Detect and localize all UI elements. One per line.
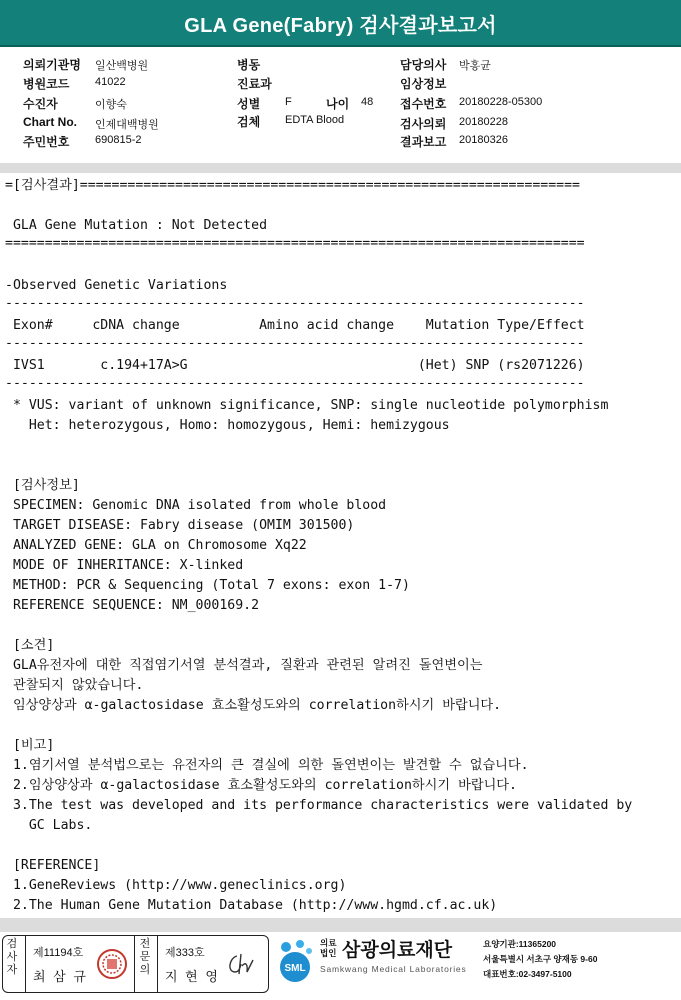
org-name: 삼광의료재단	[342, 940, 453, 961]
report-line: ANALYZED GENE: GLA on Chromosome Xq22	[5, 538, 307, 553]
report-line: * VUS: variant of unknown significance, SNP: single nucleotide polymorphism	[5, 398, 609, 413]
id-number-value: 690815-2	[95, 134, 142, 146]
report-line: =[검사결과]===============================================================	[5, 178, 580, 193]
report-line: [REFERENCE]	[5, 858, 101, 873]
signature-box	[2, 935, 269, 993]
separator-band-bottom	[0, 918, 681, 932]
report-line: 임상양상과 α-galactosidase 효소활성도와의 correlation하시기 바랍니다.	[5, 698, 502, 713]
receipt-no-value: 20180228-05300	[459, 96, 543, 108]
report-line: 2.임상양상과 α-galactosidase 효소활성도와의 correlation하시기 바랍니다.	[5, 778, 517, 793]
request-date-value: 20180228	[459, 116, 508, 128]
specimen-label: 검체	[237, 115, 261, 129]
examiner-license: 제11194호	[33, 947, 84, 959]
title-bar	[0, 0, 681, 47]
report-date-value: 20180326	[459, 134, 508, 146]
divider	[25, 936, 26, 992]
chart-no-value: 인제대백병원	[95, 119, 159, 131]
receipt-no-label: 접수번호	[400, 97, 447, 111]
report-line: GLA유전자에 대한 직접염기서열 분석결과, 질환과 관련된 알려진 돌연변이는	[5, 658, 483, 673]
report-body	[0, 173, 681, 918]
clinical-info-label: 임상정보	[400, 77, 447, 91]
report-line: 1.염기서열 분석법으로는 유전자의 큰 결실에 의한 돌연변이는 발견할 수 없습니다.	[5, 758, 529, 773]
report-line: GC Labs.	[5, 818, 93, 833]
report-line: MODE OF INHERITANCE: X-linked	[5, 558, 244, 573]
patient-label: 수진자	[23, 97, 58, 111]
logo-icon	[272, 937, 318, 985]
report-line: IVS1 c.194+17A>G (Het) SNP (rs2071226)	[5, 358, 585, 373]
report-line: [비고]	[5, 738, 55, 753]
report-line: -------------------------------------------------------------------------	[5, 376, 585, 391]
requester-value: 일산백병원	[95, 60, 149, 72]
report-line: SPECIMEN: Genomic DNA isolated from whole blood	[5, 498, 387, 513]
report-line: TARGET DISEASE: Fabry disease (OMIM 301500)	[5, 518, 355, 533]
report-line: 2.The Human Gene Mutation Database (http://www.hgmd.cf.ac.uk)	[5, 898, 498, 913]
separator-band-top	[0, 163, 681, 173]
report-line: =========================================================================	[5, 236, 585, 251]
org-prefix: 의료 법인	[320, 938, 337, 958]
hospital-code-value: 41022	[95, 76, 126, 88]
report-line: -------------------------------------------------------------------------	[5, 336, 585, 351]
report-line: REFERENCE SEQUENCE: NM_000169.2	[5, 598, 260, 613]
reviewer-license: 제333호	[165, 947, 205, 959]
patient-value: 이향숙	[95, 99, 127, 111]
divider	[157, 936, 158, 992]
examiner-label: 검사자	[6, 938, 18, 976]
report-line: 관찰되지 않았습니다.	[5, 678, 144, 693]
report-line: [검사정보]	[5, 478, 80, 493]
report-line: 3.The test was developed and its performance characteristics were validated by	[5, 798, 633, 813]
signature-icon	[225, 950, 259, 978]
id-number-label: 주민번호	[23, 135, 70, 149]
hospital-code-label: 병원코드	[23, 77, 70, 91]
specimen-value: EDTA Blood	[285, 114, 345, 126]
seal-icon	[96, 948, 128, 980]
report-line: 1.GeneReviews (http://www.geneclinics.org)	[5, 878, 347, 893]
report-line: Het: heterozygous, Homo: homozygous, Hemi: hemizygous	[5, 418, 450, 433]
patient-info-header	[0, 47, 681, 163]
doctor-value: 박홍균	[459, 60, 491, 72]
examiner-name: 최 삼 규	[33, 969, 88, 984]
divider	[134, 936, 135, 992]
org-name-en: Samkwang Medical Laboratories	[320, 964, 467, 974]
requester-label: 의뢰기관명	[23, 58, 81, 72]
report-line: -------------------------------------------------------------------------	[5, 296, 585, 311]
sex-value: F	[285, 96, 292, 108]
age-value: 48	[361, 96, 374, 108]
dept-label: 진료과	[237, 77, 272, 91]
sex-label: 성별	[237, 97, 261, 111]
report-line: GLA Gene Mutation : Not Detected	[5, 218, 268, 233]
reviewer-label: 전문의	[139, 938, 151, 976]
report-title: GLA Gene(Fabry) 검사결과보고서	[184, 15, 497, 37]
footer	[0, 932, 681, 1000]
doctor-label: 담당의사	[400, 58, 447, 72]
report-line: [소견]	[5, 638, 55, 653]
age-label: 나이	[326, 97, 350, 111]
report-line: Exon# cDNA change Amino acid change Mutation Type/Effect	[5, 318, 585, 333]
chart-no-label: Chart No.	[23, 115, 77, 129]
request-date-label: 검사의뢰	[400, 117, 447, 131]
report-line: -Observed Genetic Variations	[5, 278, 228, 293]
reviewer-name: 지 현 영	[165, 969, 220, 984]
report-date-label: 결과보고	[400, 135, 447, 149]
logo-badge: SML	[284, 963, 306, 974]
org-phone: 대표번호:02-3497-5100	[483, 969, 572, 979]
org-code: 요양기관:11365200	[483, 939, 557, 949]
org-address: 서울특별시 서초구 양재동 9-60	[483, 954, 598, 964]
report-line: METHOD: PCR & Sequencing (Total 7 exons: exon 1-7)	[5, 578, 410, 593]
ward-label: 병동	[237, 58, 261, 72]
